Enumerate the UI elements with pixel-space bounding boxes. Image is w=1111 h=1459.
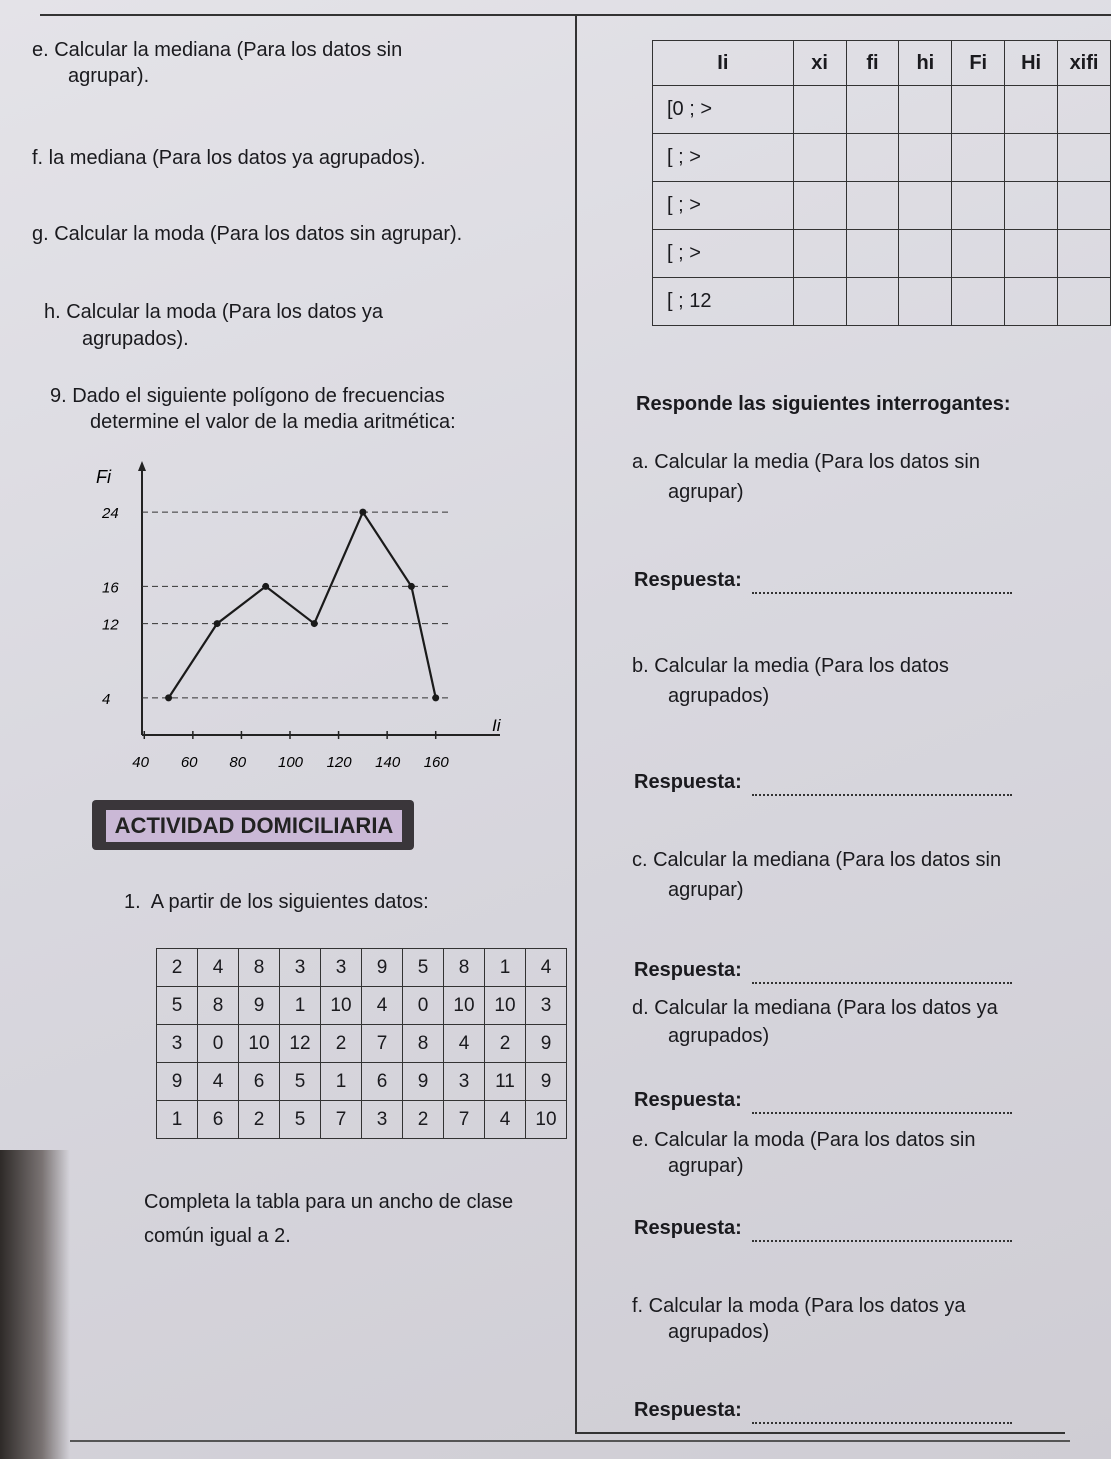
freq-cell[interactable] (899, 182, 952, 230)
y-axis-label: Fi (96, 467, 111, 487)
x-tick-label: 140 (375, 754, 401, 771)
item-d-cont: agrupados) (668, 1025, 770, 1047)
data-cell: 10 (321, 987, 362, 1025)
data-cell: 8 (444, 949, 485, 987)
data-cell: 5 (403, 949, 444, 987)
freq-cell[interactable] (1058, 86, 1111, 134)
freq-cell[interactable] (793, 86, 846, 134)
question-9: 9. Dado el siguiente polígono de frecuencias (50, 385, 445, 407)
data-cell: 10 (239, 1025, 280, 1063)
answer-line[interactable] (752, 1220, 1012, 1242)
freq-cell[interactable] (793, 278, 846, 326)
class-interval-cell: [ ; > (653, 182, 794, 230)
bottom-line (70, 1440, 1070, 1442)
y-tick-label: 4 (102, 690, 111, 708)
item-e-cont: agrupar) (668, 1155, 744, 1177)
freq-cell[interactable] (1005, 86, 1058, 134)
freq-header-1: xi (793, 41, 846, 86)
data-cell: 7 (444, 1101, 485, 1139)
question-e: e. Calcular la mediana (Para los datos sin (32, 39, 403, 61)
complete-instruction-cont: común igual a 2. (144, 1225, 291, 1247)
data-point-6 (432, 694, 439, 701)
answer-label: Respuesta: (634, 1089, 742, 1111)
data-cell: 12 (280, 1025, 321, 1063)
answer-label: Respuesta: (634, 1217, 742, 1239)
x-tick-label: 40 (132, 754, 149, 771)
answer-line[interactable] (752, 1092, 1012, 1114)
freq-cell[interactable] (846, 230, 899, 278)
answer-f (634, 1396, 1012, 1424)
data-cell: 3 (444, 1063, 485, 1101)
freq-cell[interactable] (952, 134, 1005, 182)
item-c-cont: agrupar) (668, 879, 744, 901)
data-point-0 (165, 694, 172, 701)
column-divider (575, 14, 577, 1434)
freq-cell[interactable] (899, 230, 952, 278)
table-row (157, 987, 567, 1025)
table-row (653, 278, 1111, 326)
data-cell: 4 (362, 987, 403, 1025)
right-heading: Responde las siguientes interrogantes: (636, 393, 1011, 415)
freq-cell[interactable] (1058, 230, 1111, 278)
class-interval-cell: [ ; 12 (653, 278, 794, 326)
freq-cell[interactable] (1005, 182, 1058, 230)
freq-cell[interactable] (1058, 134, 1111, 182)
data-cell: 6 (198, 1101, 239, 1139)
data-cell: 4 (198, 1063, 239, 1101)
item-f: f. Calcular la moda (Para los datos ya (632, 1295, 966, 1317)
data-cell: 8 (198, 987, 239, 1025)
data-cell: 2 (485, 1025, 526, 1063)
question-1: 1. A partir de los siguientes datos: (124, 891, 429, 913)
freq-header-2: fi (846, 41, 899, 86)
y-tick-label: 16 (102, 579, 119, 597)
data-cell: 10 (444, 987, 485, 1025)
data-cell: 8 (403, 1025, 444, 1063)
answer-line[interactable] (752, 774, 1012, 796)
x-tick-label: 100 (278, 754, 304, 771)
data-cell: 6 (239, 1063, 280, 1101)
data-cell: 3 (526, 987, 567, 1025)
item-b-cont: agrupados) (668, 685, 770, 707)
item-f-cont: agrupados) (668, 1321, 770, 1343)
freq-cell[interactable] (952, 182, 1005, 230)
finger-shadow (0, 1150, 70, 1459)
data-cell: 9 (526, 1025, 567, 1063)
answer-b (634, 768, 1012, 796)
freq-cell[interactable] (952, 278, 1005, 326)
x-tick-label: 160 (423, 754, 449, 771)
data-cell: 2 (321, 1025, 362, 1063)
data-cell: 10 (526, 1101, 567, 1139)
freq-cell[interactable] (899, 86, 952, 134)
table-row (157, 1063, 567, 1101)
freq-header-6: xifi (1058, 41, 1111, 86)
freq-cell[interactable] (952, 86, 1005, 134)
answer-label: Respuesta: (634, 959, 742, 981)
item-c: c. Calcular la mediana (Para los datos sin (632, 849, 1002, 871)
question-f: f. la mediana (Para los datos ya agrupados). (32, 147, 426, 169)
data-cell: 9 (403, 1063, 444, 1101)
answer-line[interactable] (752, 1402, 1012, 1424)
answer-line[interactable] (752, 572, 1012, 594)
data-cell: 3 (321, 949, 362, 987)
table-row (653, 230, 1111, 278)
class-interval-cell: [0 ; > (653, 86, 794, 134)
freq-cell[interactable] (952, 230, 1005, 278)
x-tick-label: 80 (229, 754, 247, 771)
data-cell: 3 (362, 1101, 403, 1139)
data-cell: 2 (239, 1101, 280, 1139)
class-interval-cell: [ ; > (653, 134, 794, 182)
data-cell: 9 (362, 949, 403, 987)
item-d: d. Calcular la mediana (Para los datos ya (632, 997, 998, 1019)
right-bottom-line (575, 1432, 1065, 1434)
data-cell: 6 (362, 1063, 403, 1101)
data-cell: 1 (157, 1101, 198, 1139)
freq-header-3: hi (899, 41, 952, 86)
freq-cell[interactable] (793, 182, 846, 230)
x-axis-label: Ii (492, 716, 501, 735)
data-cell: 9 (157, 1063, 198, 1101)
table-row (653, 182, 1111, 230)
x-tick-label: 120 (326, 754, 352, 771)
table-row (653, 134, 1111, 182)
data-cell: 9 (239, 987, 280, 1025)
data-cell: 4 (444, 1025, 485, 1063)
table-row (157, 1101, 567, 1139)
complete-instruction: Completa la tabla para un ancho de clase (144, 1191, 514, 1213)
data-cell: 5 (280, 1063, 321, 1101)
data-cell: 1 (280, 987, 321, 1025)
banner-text: ACTIVIDAD DOMICILIARIA (106, 810, 402, 842)
data-cell: 5 (157, 987, 198, 1025)
freq-cell[interactable] (1005, 278, 1058, 326)
data-point-4 (359, 509, 366, 516)
freq-header-4: Fi (952, 41, 1005, 86)
freq-cell[interactable] (1058, 182, 1111, 230)
answer-line[interactable] (752, 962, 1012, 984)
data-cell: 9 (526, 1063, 567, 1101)
data-cell: 5 (280, 1101, 321, 1139)
data-cell: 2 (157, 949, 198, 987)
data-cell: 2 (403, 1101, 444, 1139)
y-tick-label: 12 (102, 616, 119, 634)
data-point-2 (262, 583, 269, 590)
freq-cell[interactable] (846, 134, 899, 182)
item-a: a. Calcular la media (Para los datos sin (632, 451, 980, 473)
data-point-3 (311, 620, 318, 627)
data-cell: 7 (321, 1101, 362, 1139)
class-interval-cell: [ ; > (653, 230, 794, 278)
data-cell: 4 (198, 949, 239, 987)
table-row (653, 86, 1111, 134)
y-tick-label: 24 (102, 505, 119, 523)
data-cell: 1 (321, 1063, 362, 1101)
answer-label: Respuesta: (634, 569, 742, 591)
question-e-cont: agrupar). (68, 65, 150, 87)
freq-cell[interactable] (1005, 134, 1058, 182)
answer-label: Respuesta: (634, 771, 742, 793)
freq-cell[interactable] (846, 278, 899, 326)
frequency-table (652, 40, 1111, 326)
table-row (157, 1025, 567, 1063)
data-cell: 0 (198, 1025, 239, 1063)
data-cell: 1 (485, 949, 526, 987)
activity-banner (92, 800, 414, 850)
freq-cell[interactable] (793, 134, 846, 182)
data-cell: 8 (239, 949, 280, 987)
freq-cell[interactable] (899, 134, 952, 182)
item-b: b. Calcular la media (Para los datos (632, 655, 949, 677)
question-h-cont: agrupados). (82, 328, 189, 350)
data-point-1 (214, 620, 221, 627)
freq-cell[interactable] (793, 230, 846, 278)
y-axis-arrow (138, 461, 146, 471)
data-cell: 4 (485, 1101, 526, 1139)
data-point-5 (408, 583, 415, 590)
data-cell: 10 (485, 987, 526, 1025)
data-cell: 3 (157, 1025, 198, 1063)
frequency-polygon-chart (80, 455, 510, 785)
question-h: h. Calcular la moda (Para los datos ya (44, 301, 384, 323)
freq-cell[interactable] (1058, 278, 1111, 326)
data-cell: 4 (526, 949, 567, 987)
answer-label: Respuesta: (634, 1399, 742, 1421)
question-9-cont: determine el valor de la media aritmética: (90, 411, 456, 433)
table-row (157, 949, 567, 987)
freq-header-0: Ii (653, 41, 794, 86)
answer-a (634, 566, 1012, 594)
data-table (156, 948, 567, 1139)
data-cell: 3 (280, 949, 321, 987)
x-tick-label: 60 (180, 754, 198, 771)
freq-cell[interactable] (846, 86, 899, 134)
data-cell: 0 (403, 987, 444, 1025)
answer-c (634, 956, 1012, 984)
freq-cell[interactable] (846, 182, 899, 230)
item-a-cont: agrupar) (668, 481, 744, 503)
answer-e (634, 1214, 1012, 1242)
freq-cell[interactable] (899, 278, 952, 326)
data-cell: 11 (485, 1063, 526, 1101)
series-line (169, 512, 436, 698)
answer-d (634, 1086, 1012, 1114)
freq-header-5: Hi (1005, 41, 1058, 86)
freq-cell[interactable] (1005, 230, 1058, 278)
data-cell: 7 (362, 1025, 403, 1063)
item-e: e. Calcular la moda (Para los datos sin (632, 1129, 976, 1151)
question-g: g. Calcular la moda (Para los datos sin agrupar). (32, 223, 463, 245)
